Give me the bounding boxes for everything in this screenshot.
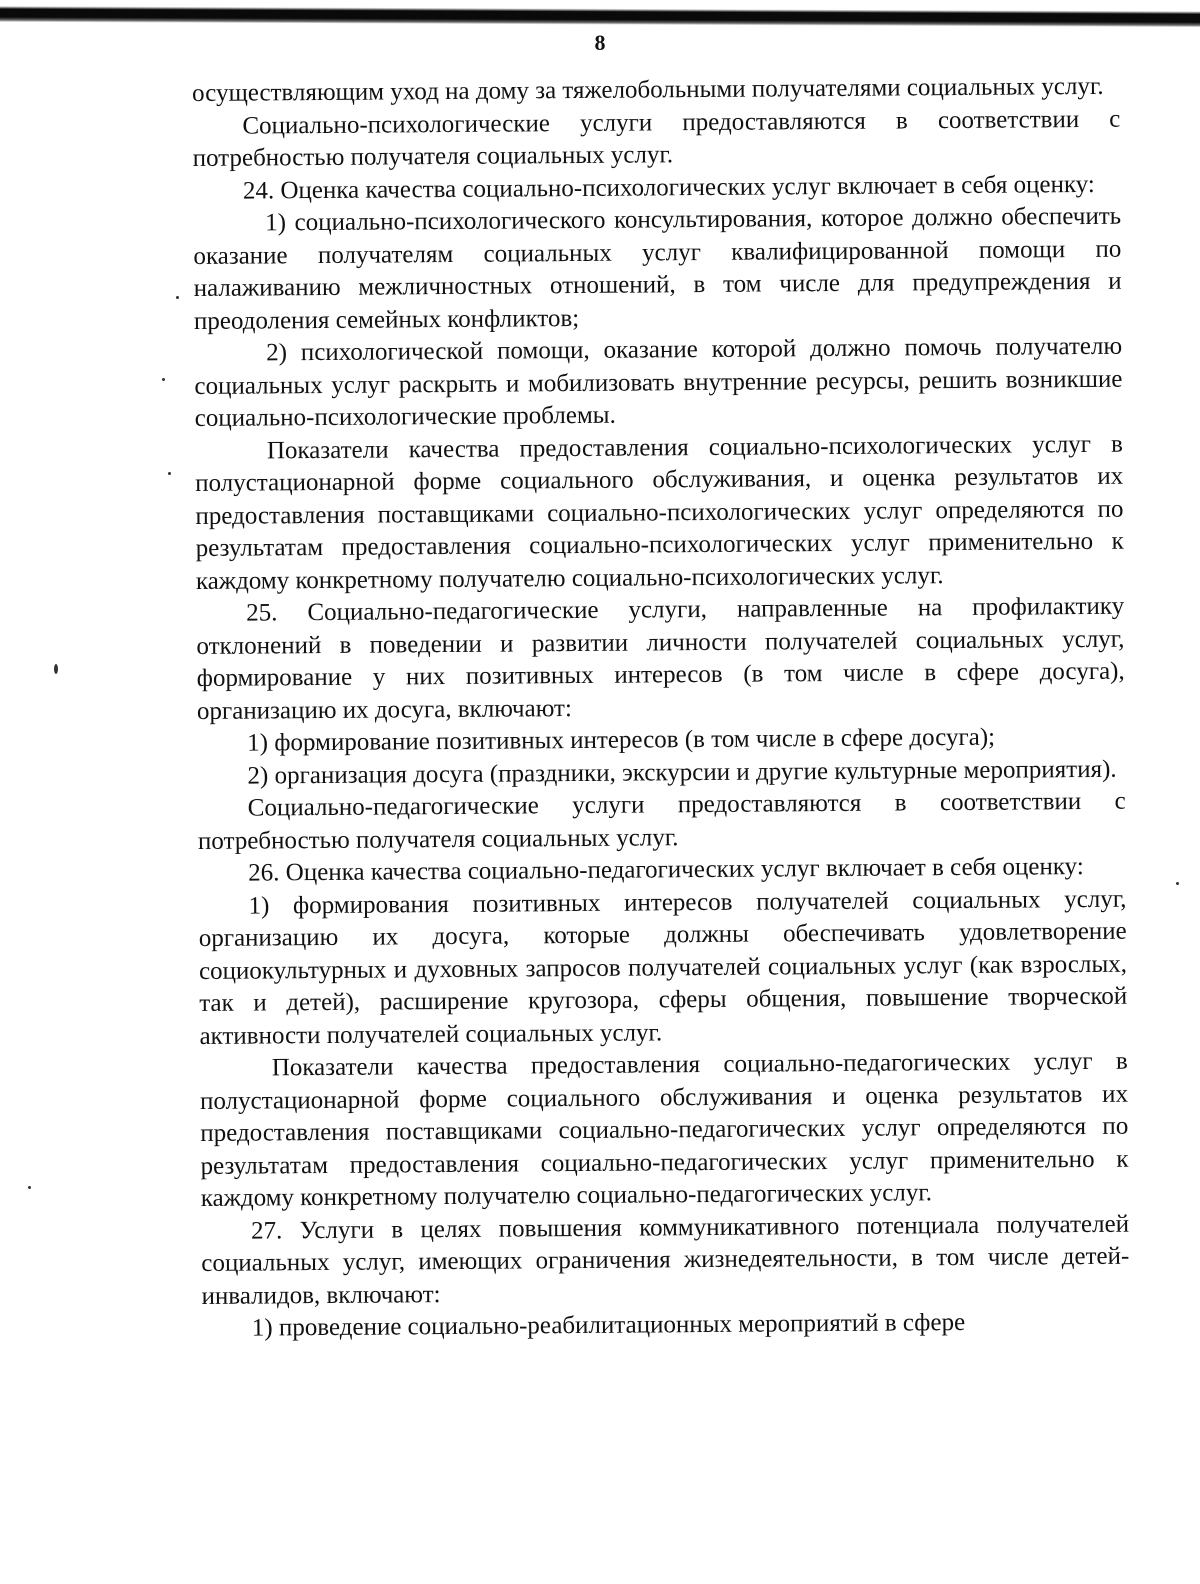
page-number: 8 <box>594 30 606 55</box>
list-item: 2) психологической помощи, оказание которой должно помочь получателю социальных услуг раскрыть и мобилизовать внутренние ресурсы, решить возникшие социально-психологические проблемы. <box>194 332 1123 432</box>
paragraph: Социально-психологические услуги предоставляются в соответствии с потребностью получателя социальных услуг. <box>192 105 1121 172</box>
paragraph-continuation: осуществляющим уход на дому за тяжелобольными получателями социальных услуг. <box>192 72 1104 107</box>
scan-speck <box>176 296 179 299</box>
list-item: 1) формирование позитивных интересов (в том числе в сфере досуга); <box>247 723 996 757</box>
numbered-clause-26: 26. Оценка качества социально-педагогических услуг включает в себя оценку: <box>248 853 1084 887</box>
scan-speck <box>1176 882 1179 885</box>
list-item: 1) формирования позитивных интересов получателей социальных услуг, организацию их досуга, которые должны обеспечивать удовлетворение социокультурных и духовных запросов получателей социальных услуг (как взрослых, так и детей), расширение кругозора, сферы общения, повышение творческой активности получателей социальных услуг. <box>198 885 1128 1050</box>
scan-speck <box>168 472 171 475</box>
scan-edge-bar <box>0 0 1200 27</box>
numbered-clause-27: 27. Услуги в целях повышения коммуникативного потенциала получателей социальных услуг, имеющих ограничения жизнедеятельности, в том числе детей-инвалидов, включают: <box>201 1210 1130 1310</box>
numbered-clause-24: 24. Оценка качества социально-психологических услуг включает в себя оценку: <box>242 170 1095 205</box>
list-item: 1) социально-психологического консультирования, которое должно обеспечить оказание получателям социальных услуг квалифицированной помощи по налаживанию межличностных отношений, в том числе для предупреждения и преодоления семейных конфликтов; <box>193 202 1122 335</box>
list-item: 2) организация досуга (праздники, экскурсии и другие культурные мероприятия). <box>247 755 1117 790</box>
scan-speck <box>162 378 165 381</box>
paragraph: Показатели качества предоставления социально-педагогических услуг в полустационарной форме социального обслуживания и оценка результатов их предоставления поставщиками социально-педагогических услуг определяются по результатам предоставления социально-педагогических услуг применительно к каждому конкретному получателю социально-педагогических услуг. <box>199 1047 1129 1212</box>
scan-speck <box>54 664 58 674</box>
numbered-clause-25: 25. Социально-педагогические услуги, направленные на профилактику отклонений в поведении и развитии личности получателей социальных услуг, формирование у них позитивных интересов (в том числе в сфере досуга), организацию их досуга, включают: <box>196 592 1125 725</box>
paragraph: Социально-педагогические услуги предоставляются в соответствии с потребностью получателя социальных услуг. <box>197 787 1126 855</box>
scan-speck <box>28 1186 31 1189</box>
paragraph: Показатели качества предоставления социально-психологических услуг в полустационарной форме социального обслуживания, и оценка результатов их предоставления поставщиками социально-психологических услуг определяются по результатам предоставления социально-психологических услуг применительно к каждому конкретному получателю социально-психологических услуг. <box>195 430 1124 595</box>
list-item: 1) проведение социально-реабилитационных мероприятий в сфере <box>251 1308 966 1342</box>
document-body <box>192 71 1130 1346</box>
